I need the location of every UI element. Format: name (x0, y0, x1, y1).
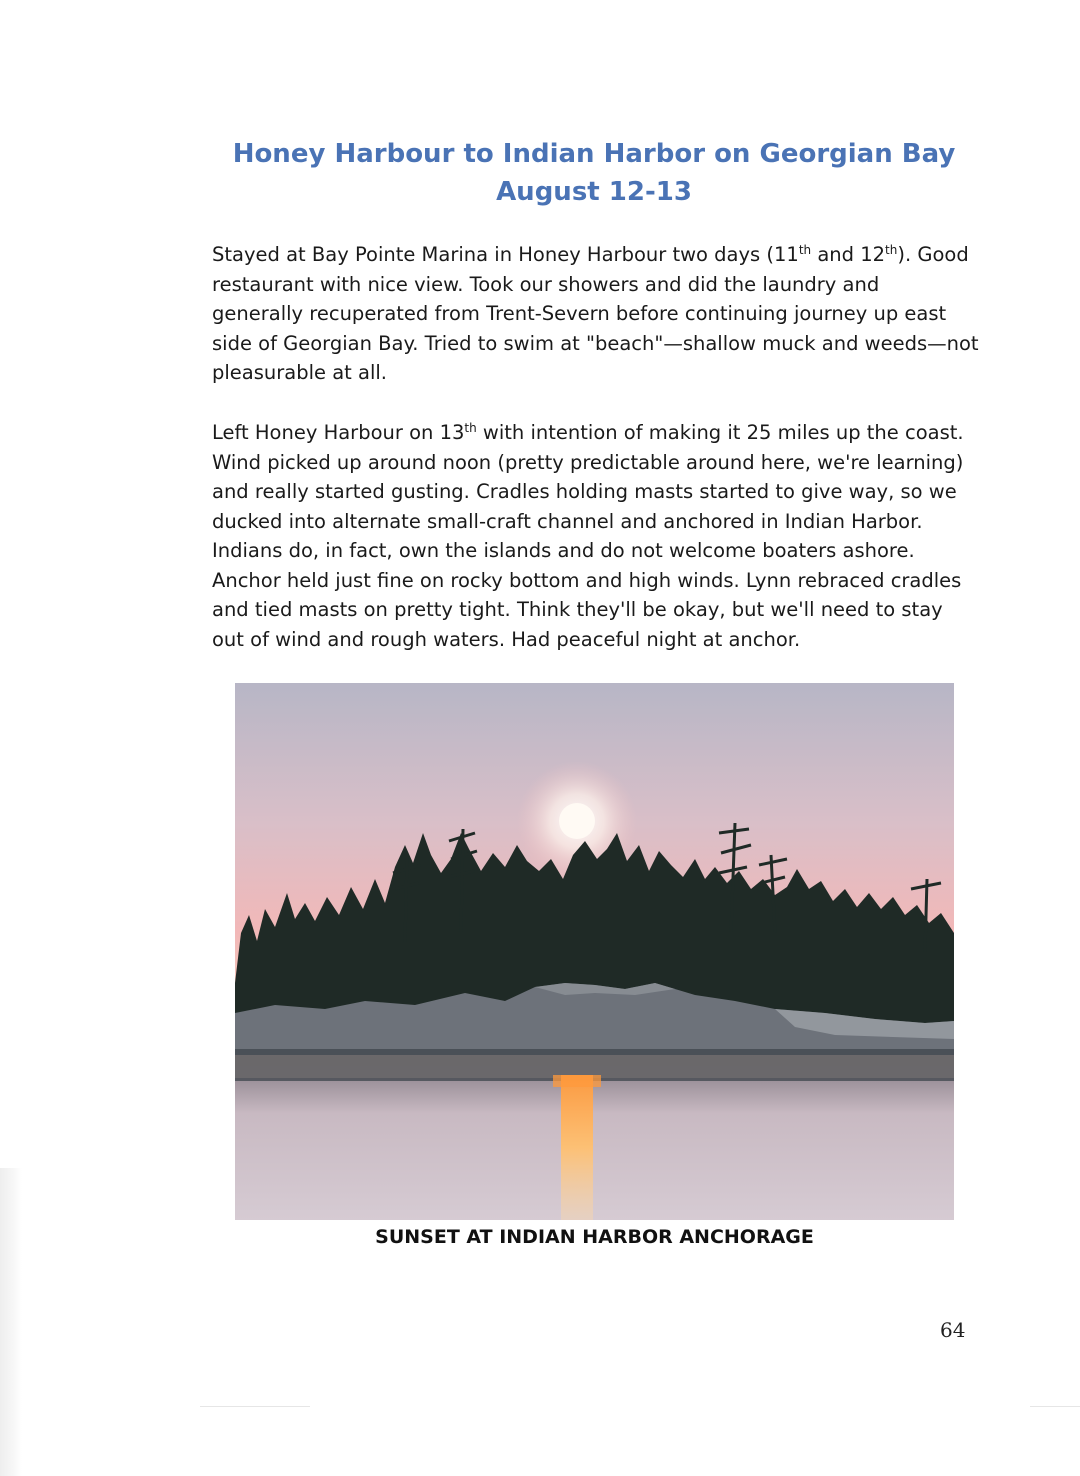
page-number: 64 (940, 1318, 966, 1342)
sunset-illustration (235, 683, 954, 1220)
water (235, 1078, 954, 1220)
text-line: and tied masts on pretty tight. Think they'll be okay, but we'll need to stay (212, 598, 943, 621)
page-title: Honey Harbour to Indian Harbor on Georgian Bay (232, 139, 956, 169)
text-line: ducked into alternate small-craft channel and anchored in Indian Harbor. (212, 509, 923, 533)
text-line: side of Georgian Bay. Tried to swim at "beach"—shallow muck and weeds—not (212, 331, 979, 355)
text-line: restaurant with nice view. Took our showers and did the laundry and (212, 272, 880, 296)
text-line: Wind picked up around noon (pretty predictable around here, we're learning) (212, 450, 964, 474)
text-span: Stayed at Bay Pointe Marina in Honey Harbour two days (11 (212, 243, 799, 266)
text-span: with intention of making it 25 miles up the coast. (476, 421, 964, 444)
page-subtitle-date: August 12-13 (496, 177, 692, 207)
superscript: th (464, 421, 477, 435)
text-line (212, 240, 1002, 270)
text-line: pleasurable at all. (212, 361, 387, 384)
text-span: ). Good (897, 243, 969, 266)
paragraph-marina-stay (212, 240, 1002, 388)
text-span: and 12 (811, 243, 886, 266)
superscript: th (798, 243, 812, 257)
sun (559, 803, 595, 839)
photo-caption: SUNSET AT INDIAN HARBOR ANCHORAGE (375, 1226, 814, 1248)
sun-reflection (561, 1075, 593, 1220)
text-line: and really started gusting. Cradles holding masts started to give way, so we (212, 480, 957, 503)
text-line: generally recuperated from Trent-Severn before continuing journey up east (212, 302, 947, 325)
superscript: th (885, 243, 898, 257)
paragraph-indian-harbor (212, 418, 1002, 654)
sun-reflection-top (553, 1075, 601, 1087)
text-span: Left Honey Harbour on 13 (212, 421, 465, 444)
text-line: Indians do, in fact, own the islands and do not welcome boaters ashore. (212, 539, 915, 562)
scan-artifact-line (200, 1406, 310, 1407)
text-line: out of wind and rough waters. Had peaceful night at anchor. (212, 627, 801, 651)
text-line (212, 418, 1002, 448)
text-line: Anchor held just fine on rocky bottom and high winds. Lynn rebraced cradles (212, 568, 962, 592)
sunset-photo (235, 683, 954, 1220)
scan-shadow (0, 1168, 22, 1476)
scan-artifact-line (1030, 1406, 1080, 1407)
